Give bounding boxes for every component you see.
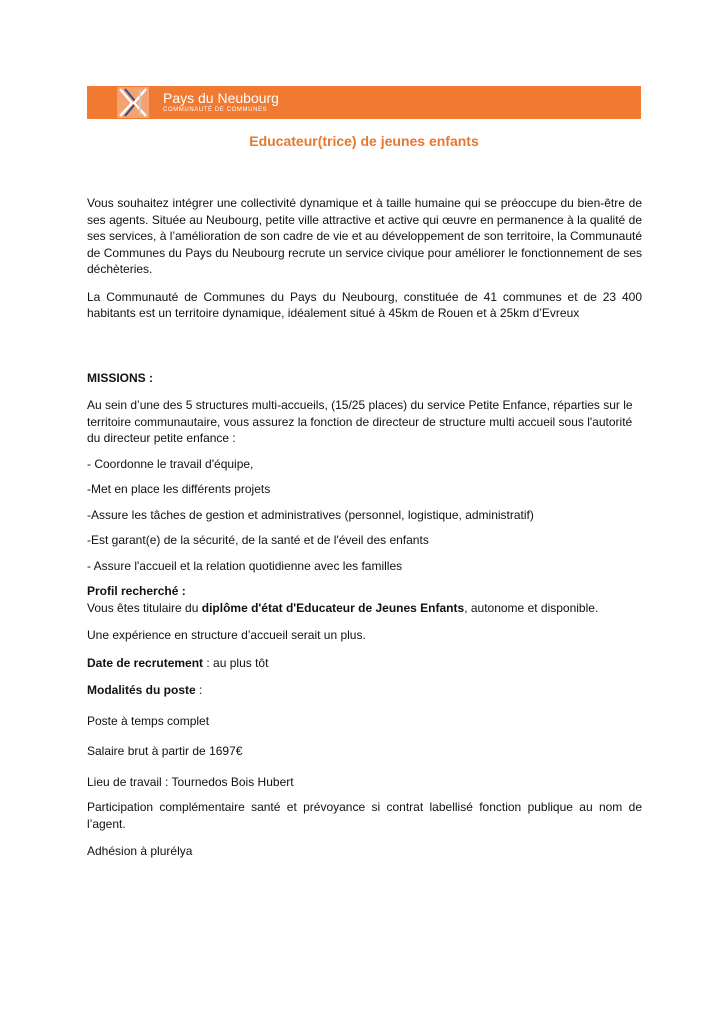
missions-lead: Au sein d’une des 5 structures multi-accueils, (15/25 places) du service Petite Enfance, réparties sur le territoire communautaire, vous assurez la fonction de directeur de structure multi accueil sous l'autorité du directeur petite enfance :: [87, 398, 633, 445]
profil-experience: Une expérience en structure d’accueil serait un plus.: [87, 628, 366, 642]
modalites-heading: Modalités du poste :: [87, 683, 203, 697]
modalite-item: Salaire brut à partir de 1697€: [87, 744, 243, 758]
header-banner: [87, 86, 641, 119]
recrutement-line: Date de recrutement : au plus tôt: [87, 655, 269, 670]
profil-line: Vous êtes titulaire du diplôme d'état d'Educateur de Jeunes Enfants, autonome et disponible.: [87, 600, 599, 615]
intro-paragraph: La Communauté de Communes du Pays du Neubourg, constituée de 41 communes et de 23 400 habitants est un territoire dynamique, idéalement situé à 45km de Rouen et à 25km d’Evreux: [87, 289, 642, 320]
logo-name: Pays du Neubourg: [163, 90, 279, 106]
modalite-item: Lieu de travail : Tournedos Bois Hubert: [87, 774, 294, 789]
intro-paragraph: Vous souhaitez intégrer une collectivité dynamique et à taille humaine qui se préoccupe du bien-être de ses agents. Située au Neubourg, petite ville attractive et active qui œuvre en permanence à la qualité de ses services, à l’amélioration de son cadre de vie et au développement de son territoire, la Communauté de Communes du Pays du Neubourg recrute un service civique pour améliorer le fonctionnement de ses déchèteries.: [87, 196, 642, 276]
logo-subtitle: COMMUNAUTÉ DE COMMUNES: [163, 107, 268, 113]
missions-heading: MISSIONS :: [87, 370, 154, 385]
page-title: Educateur(trice) de jeunes enfants: [249, 133, 479, 149]
mission-item: -Assure les tâches de gestion et administratives (personnel, logistique, administratif): [87, 507, 534, 522]
document-body: [87, 195, 642, 860]
pays-du-neubourg-logo-icon: [117, 87, 149, 118]
mission-item: - Coordonne le travail d'équipe,: [87, 456, 254, 471]
modalite-item: Adhésion à plurélya: [87, 844, 193, 858]
mission-item: - Assure l'accueil et la relation quotidienne avec les familles: [87, 558, 403, 573]
mission-item: -Est garant(e) de la sécurité, de la santé et de l'éveil des enfants: [87, 533, 429, 547]
mission-item: -Met en place les différents projets: [87, 482, 271, 496]
modalite-item: Participation complémentaire santé et prévoyance si contrat labellisé fonction publique au nom de l’agent.: [87, 800, 642, 831]
profil-heading: Profil recherché :: [87, 584, 186, 598]
modalite-item: Poste à temps complet: [87, 713, 210, 728]
